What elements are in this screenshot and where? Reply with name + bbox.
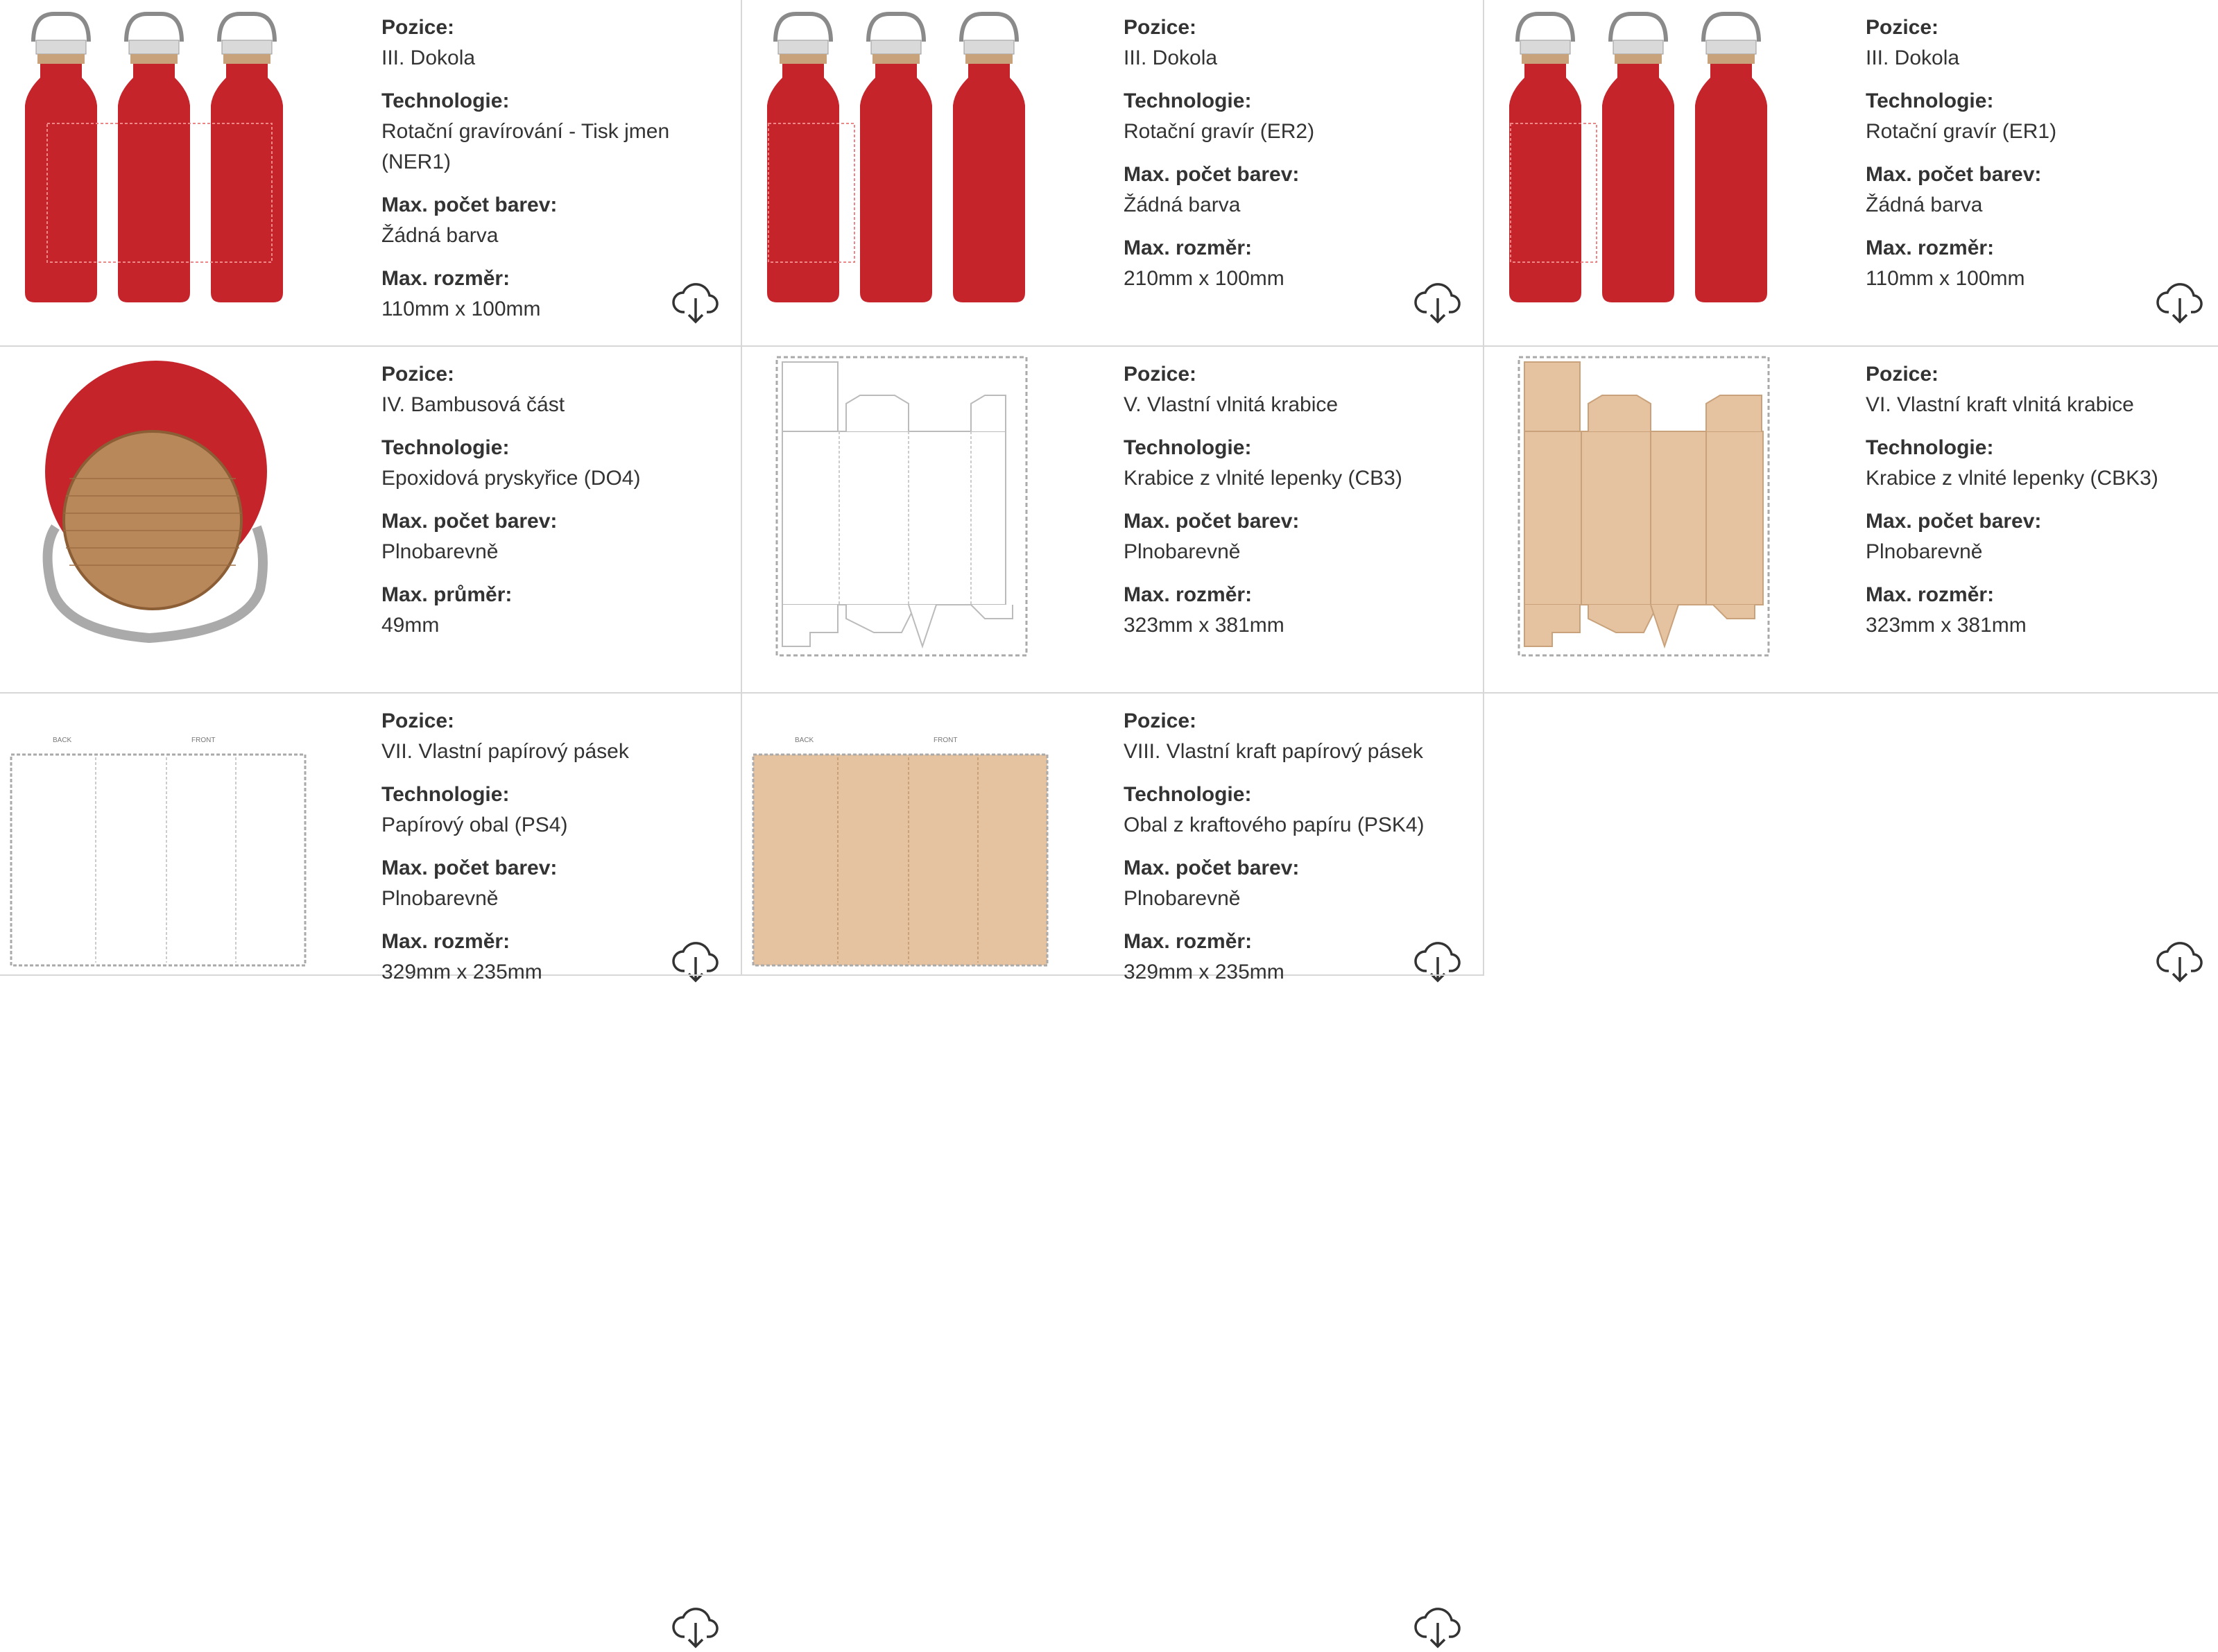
position-value: III. Dokola	[1124, 46, 1218, 69]
imprint-card	[0, 0, 742, 347]
technology-value: Papírový obal (PS4)	[381, 814, 568, 836]
imprint-card	[1484, 0, 2218, 347]
technology-label: Technologie:	[1124, 783, 1252, 806]
max-colors-label: Max. počet barev:	[381, 193, 558, 216]
max-colors-label: Max. počet barev:	[1866, 510, 2042, 533]
technology-label: Technologie:	[381, 436, 510, 459]
cloud-download-icon[interactable]	[671, 1602, 721, 1652]
empty-card-slot	[1484, 694, 2218, 976]
max-colors-value: Žádná barva	[1124, 193, 1241, 216]
max-colors-label: Max. počet barev:	[381, 857, 558, 879]
max-colors-label: Max. počet barev:	[381, 510, 558, 533]
max-size-label: Max. rozměr:	[381, 930, 510, 953]
position-value: III. Dokola	[381, 46, 476, 69]
red-bottles-image	[0, 0, 333, 333]
position-label: Pozice:	[1124, 16, 1197, 39]
imprint-details	[1866, 12, 2199, 294]
technology-label: Technologie:	[1866, 89, 1994, 112]
max-size-value: 210mm x 100mm	[1124, 267, 1284, 290]
kraft-sleeve-image	[742, 694, 1075, 1026]
imprint-card	[742, 694, 1484, 983]
max-colors-value: Plnobarevně	[381, 540, 499, 563]
max-size-label: Max. rozměr:	[1124, 236, 1253, 259]
sleeve-front-label: FRONT	[934, 737, 958, 744]
technology-label: Technologie:	[1124, 436, 1252, 459]
cloud-download-icon[interactable]	[1413, 277, 1463, 327]
white-sleeve-image	[0, 694, 333, 1026]
max-size-value: 323mm x 381mm	[1866, 614, 2027, 637]
position-value: VII. Vlastní papírový pásek	[381, 740, 629, 763]
position-value: VIII. Vlastní kraft papírový pásek	[1124, 740, 1423, 763]
imprint-details	[381, 12, 714, 325]
imprint-card	[742, 0, 1484, 347]
max-size-label: Max. rozměr:	[1124, 930, 1253, 953]
position-value: VI. Vlastní kraft vlnitá krabice	[1866, 393, 2134, 416]
imprint-details	[1124, 359, 1456, 641]
bamboo-lid-image	[0, 347, 333, 680]
position-label: Pozice:	[381, 709, 455, 732]
max-size-value: 323mm x 381mm	[1124, 614, 1284, 637]
imprint-details	[381, 706, 714, 988]
imprint-details	[1124, 706, 1456, 988]
max-size-label: Max. rozměr:	[1866, 236, 1995, 259]
max-size-value: 329mm x 235mm	[1124, 961, 1284, 983]
technology-value: Obal z kraftového papíru (PSK4)	[1124, 814, 1425, 836]
imprint-card	[0, 694, 742, 983]
red-bottles-image	[742, 0, 1075, 333]
position-value: III. Dokola	[1866, 46, 1960, 69]
sleeve-back-label: BACK	[53, 737, 72, 744]
imprint-card	[0, 347, 742, 694]
red-bottles-image	[1484, 0, 1817, 333]
position-label: Pozice:	[1124, 709, 1197, 732]
max-size-value: 110mm x 100mm	[1866, 267, 2025, 290]
white-box-image	[742, 347, 1075, 680]
technology-label: Technologie:	[381, 89, 510, 112]
kraft-box-image	[1484, 347, 1817, 680]
position-value: IV. Bambusová část	[381, 393, 565, 416]
max-size-label: Max. rozměr:	[1124, 583, 1253, 606]
max-size-value: 110mm x 100mm	[381, 298, 541, 320]
technology-value: Rotační gravír (ER1)	[1866, 120, 2057, 143]
cloud-download-icon[interactable]	[671, 277, 721, 327]
max-colors-label: Max. počet barev:	[1124, 163, 1300, 186]
position-value: V. Vlastní vlnitá krabice	[1124, 393, 1339, 416]
technology-value: Rotační gravírování - Tisk jmen (NER1)	[381, 120, 670, 173]
position-label: Pozice:	[1124, 363, 1197, 386]
max-colors-value: Plnobarevně	[381, 887, 499, 910]
max-size-label: Max. rozměr:	[381, 267, 510, 290]
max-size-value: 49mm	[381, 614, 440, 637]
max-colors-value: Plnobarevně	[1124, 887, 1241, 910]
technology-value: Krabice z vlnité lepenky (CBK3)	[1866, 467, 2158, 490]
position-label: Pozice:	[381, 16, 455, 39]
position-label: Pozice:	[381, 363, 455, 386]
position-label: Pozice:	[1866, 16, 1939, 39]
max-colors-value: Plnobarevně	[1866, 540, 1983, 563]
technology-value: Epoxidová pryskyřice (DO4)	[381, 467, 641, 490]
max-size-value: 329mm x 235mm	[381, 961, 542, 983]
sleeve-back-label: BACK	[795, 737, 814, 744]
imprint-details	[381, 359, 714, 641]
max-colors-value: Plnobarevně	[1124, 540, 1241, 563]
imprint-card	[742, 347, 1484, 694]
sleeve-front-label: FRONT	[191, 737, 216, 744]
cloud-download-icon[interactable]	[2155, 277, 2205, 327]
imprint-details	[1866, 359, 2199, 641]
position-label: Pozice:	[1866, 363, 1939, 386]
imprint-card	[1484, 347, 2218, 694]
max-colors-label: Max. počet barev:	[1124, 510, 1300, 533]
technology-value: Krabice z vlnité lepenky (CB3)	[1124, 467, 1402, 490]
technology-label: Technologie:	[1866, 436, 1994, 459]
max-size-label: Max. průměr:	[381, 583, 513, 606]
technology-label: Technologie:	[381, 783, 510, 806]
max-colors-label: Max. počet barev:	[1866, 163, 2042, 186]
technology-value: Rotační gravír (ER2)	[1124, 120, 1315, 143]
imprint-details	[1124, 12, 1456, 294]
technology-label: Technologie:	[1124, 89, 1252, 112]
max-colors-label: Max. počet barev:	[1124, 857, 1300, 879]
max-colors-value: Žádná barva	[381, 224, 499, 247]
cloud-download-icon[interactable]	[1413, 1602, 1463, 1652]
max-size-label: Max. rozměr:	[1866, 583, 1995, 606]
max-colors-value: Žádná barva	[1866, 193, 1983, 216]
